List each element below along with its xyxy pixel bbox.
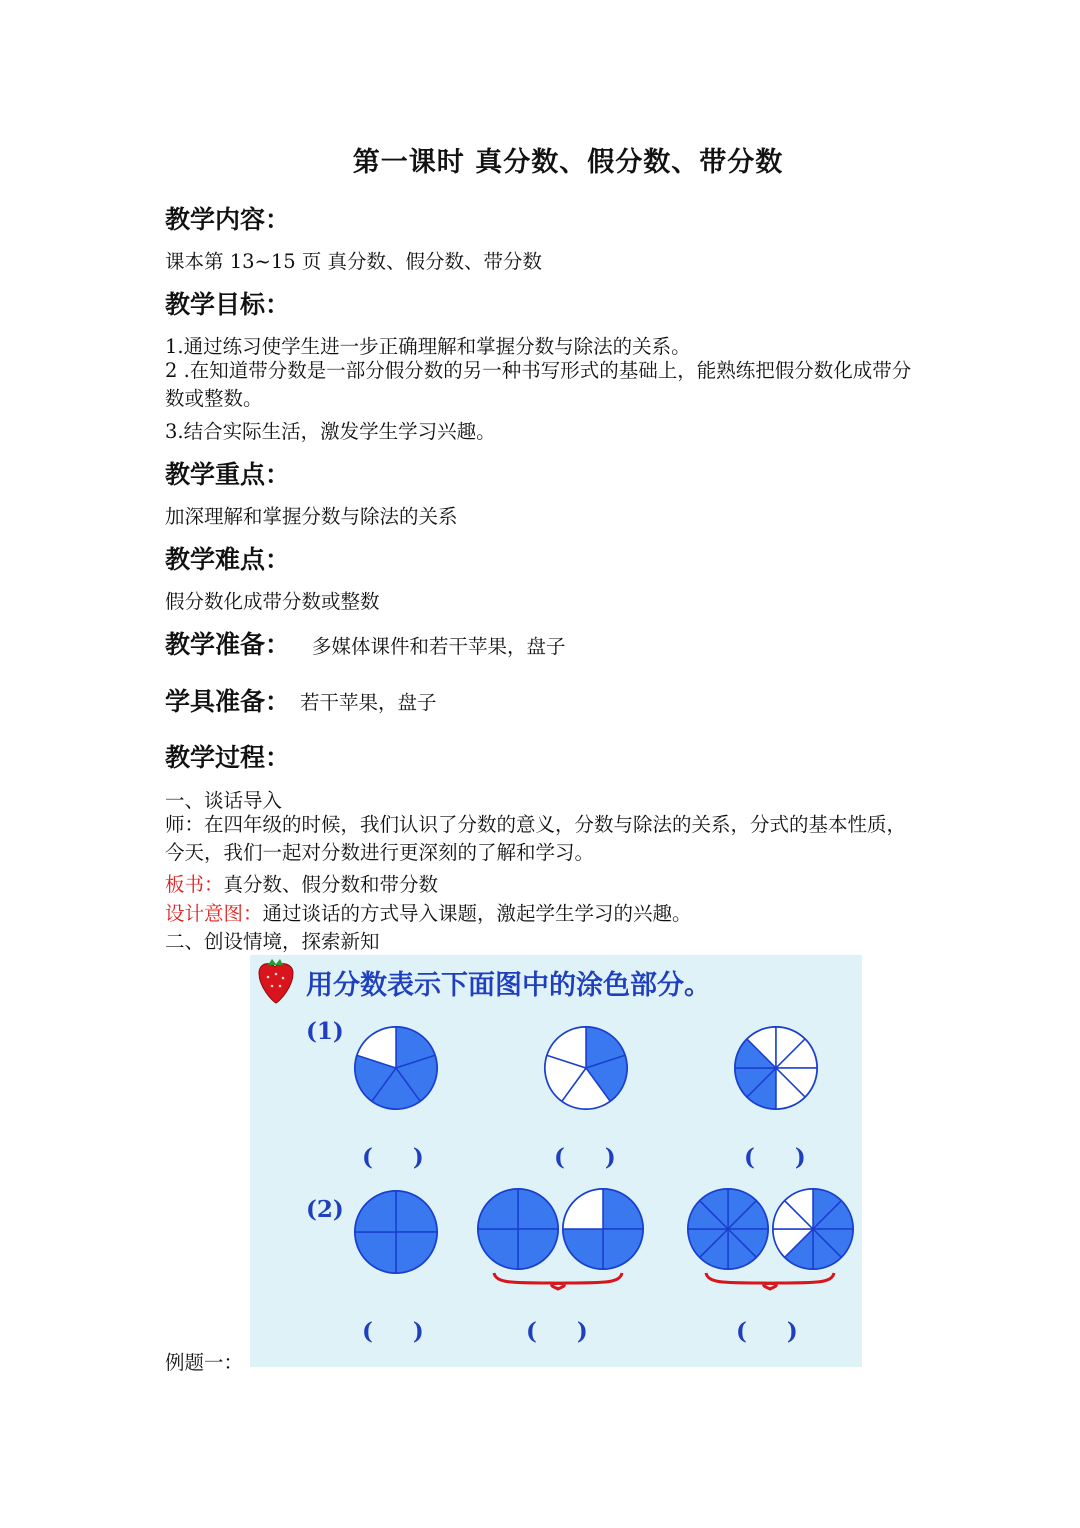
board-line bbox=[165, 869, 438, 897]
key-point-text: 加深理解和掌握分数与除法的关系 bbox=[165, 505, 458, 528]
circle-row2-a-sector-3 bbox=[355, 1232, 396, 1273]
circle-row2-a-sector-4 bbox=[355, 1191, 396, 1232]
preparation-text: 多媒体课件和若干苹果，盘子 bbox=[312, 635, 566, 658]
circle-row2-b1-sector-2 bbox=[518, 1229, 558, 1269]
strawberry-icon bbox=[259, 959, 293, 1003]
circle-row1-c bbox=[735, 1027, 817, 1109]
circle-row2-b1-sector-3 bbox=[478, 1229, 518, 1269]
preparation-heading: 教学准备： bbox=[165, 630, 291, 659]
goal-item-3: 3.结合实际生活，激发学生学习兴趣。 bbox=[165, 420, 496, 443]
answer-blank-4[interactable]: ( ) bbox=[362, 1318, 424, 1345]
difficulty-heading: 教学难点： bbox=[165, 545, 291, 574]
tools-text: 若干苹果，盘子 bbox=[300, 691, 437, 714]
section-1-title: 一、谈话导入 bbox=[165, 789, 283, 812]
circle-row2-b2-sector-2 bbox=[603, 1229, 643, 1269]
content-heading: 教学内容： bbox=[165, 205, 291, 234]
brace-group-1 bbox=[494, 1273, 622, 1289]
fraction-exercise-figure bbox=[250, 955, 862, 1367]
circle-row1-b bbox=[545, 1027, 627, 1109]
circle-row2-c1 bbox=[688, 1189, 768, 1269]
circle-row2-b1-sector-4 bbox=[478, 1189, 518, 1229]
answer-blank-1[interactable]: ( ) bbox=[362, 1144, 424, 1171]
tools-heading: 学具准备： bbox=[165, 687, 291, 716]
row-1-label: (1) bbox=[306, 1018, 344, 1045]
circle-row2-c2 bbox=[773, 1189, 853, 1269]
figure-prompt: 用分数表示下面图中的涂色部分。 bbox=[306, 970, 711, 1001]
fraction-exercise-svg bbox=[250, 955, 862, 1367]
circle-row2-b1 bbox=[478, 1189, 558, 1269]
answer-blank-5[interactable]: ( ) bbox=[526, 1318, 588, 1345]
row-2-label: (2) bbox=[306, 1196, 344, 1223]
board-text: 真分数、假分数和带分数 bbox=[223, 873, 439, 896]
teacher-paragraph: 师：在四年级的时候，我们认识了分数的意义，分数与除法的关系，分式的基本性质，今天，我们一起对分数进行更深刻的了解和学习。 bbox=[165, 813, 907, 864]
process-heading: 教学过程： bbox=[165, 743, 291, 772]
board-label: 板书： bbox=[165, 873, 224, 896]
design-line bbox=[165, 898, 692, 926]
circle-row2-b2-sector-1 bbox=[603, 1189, 643, 1229]
design-text: 通过谈话的方式导入课题，激起学生学习的兴趣。 bbox=[262, 902, 692, 925]
key-point-heading: 教学重点： bbox=[165, 460, 291, 489]
answer-blank-2[interactable]: ( ) bbox=[554, 1144, 616, 1171]
circle-row2-b2-sector-4 bbox=[563, 1189, 603, 1229]
circle-row2-a-sector-2 bbox=[396, 1232, 437, 1273]
content-text: 课本第 13~15 页 真分数、假分数、带分数 bbox=[165, 250, 543, 273]
goals-heading: 教学目标： bbox=[165, 290, 291, 319]
circle-row2-a bbox=[355, 1191, 437, 1273]
page-title: 第一课时 真分数、假分数、带分数 bbox=[352, 147, 784, 178]
answer-blank-3[interactable]: ( ) bbox=[744, 1144, 806, 1171]
circle-row1-a bbox=[355, 1027, 437, 1109]
design-label: 设计意图： bbox=[165, 902, 263, 925]
circle-row2-b2-sector-3 bbox=[563, 1229, 603, 1269]
circle-row2-b1-sector-1 bbox=[518, 1189, 558, 1229]
brace-group-2 bbox=[706, 1273, 834, 1289]
answer-blank-6[interactable]: ( ) bbox=[736, 1318, 798, 1345]
goal-item-2: 2 .在知道带分数是一部分假分数的另一种书写形式的基础上，能熟练把假分数化成带分数或整数。 bbox=[165, 359, 912, 410]
circle-row2-b2 bbox=[563, 1189, 643, 1269]
difficulty-text: 假分数化成带分数或整数 bbox=[165, 590, 380, 613]
circle-row2-a-sector-1 bbox=[396, 1191, 437, 1232]
section-2-title: 二、创设情境，探索新知 bbox=[165, 930, 380, 953]
example-label: 例题一： bbox=[165, 1351, 244, 1374]
goal-item-1: 1.通过练习使学生进一步正确理解和掌握分数与除法的关系。 bbox=[165, 335, 691, 358]
